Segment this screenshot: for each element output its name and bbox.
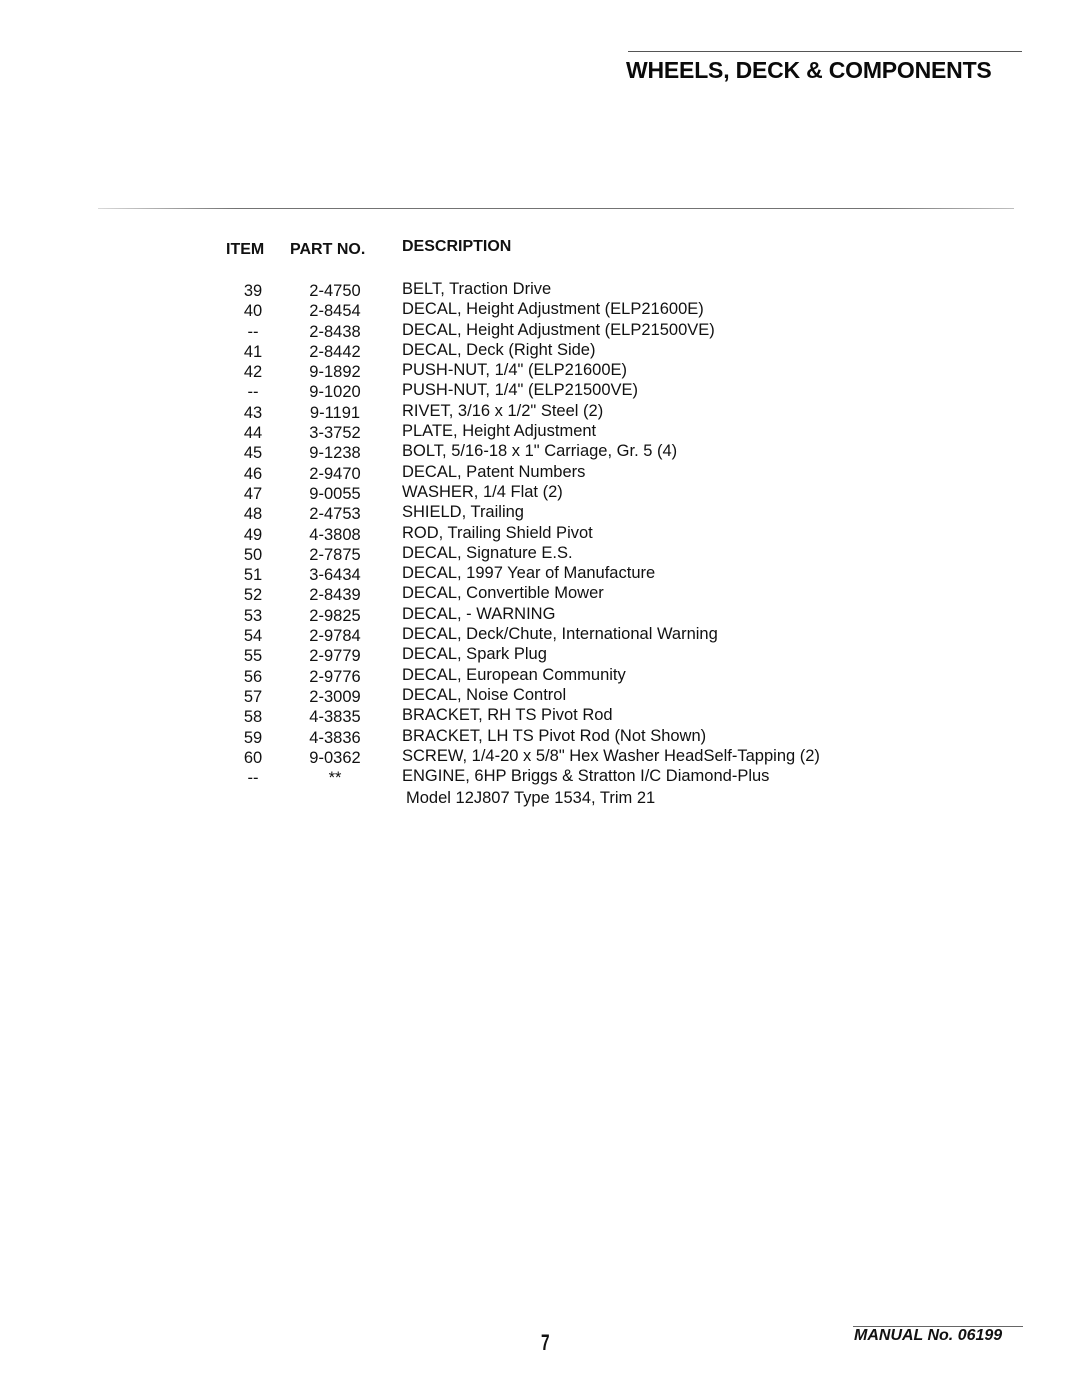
- part-description: SHIELD, Trailing: [402, 503, 524, 522]
- item-number: 40: [243, 302, 263, 321]
- table-row: [0, 583, 1080, 603]
- item-number: 51: [243, 566, 263, 585]
- part-description: DECAL, 1997 Year of Manufacture: [402, 564, 656, 583]
- item-number: 58: [243, 708, 263, 727]
- table-row: [0, 380, 1080, 400]
- table-row: [0, 360, 1080, 380]
- description-continuation: [0, 786, 1080, 806]
- table-row: [0, 401, 1080, 421]
- part-description: SCREW, 1/4-20 x 5/8" Hex Washer HeadSelf-Tapping (2): [402, 746, 820, 765]
- item-number: 56: [243, 667, 263, 686]
- part-number: 2-7875: [309, 545, 361, 564]
- item-number: 47: [243, 484, 263, 503]
- column-header-part-no: PART NO.: [290, 241, 366, 258]
- page-title: WHEELS, DECK & COMPONENTS: [626, 57, 992, 83]
- part-number: 9-1238: [309, 444, 361, 463]
- part-description: DECAL, Height Adjustment (ELP21500VE): [402, 320, 715, 339]
- part-description: DECAL, Convertible Mower: [402, 584, 604, 603]
- part-description: WASHER, 1/4 Flat (2): [402, 482, 563, 501]
- part-number: 3-6434: [309, 566, 361, 585]
- part-number: 2-9779: [309, 647, 361, 666]
- item-number: 53: [243, 606, 263, 625]
- column-header-item: ITEM: [226, 241, 265, 258]
- engine-model-line: Model 12J807 Type 1534, Trim 21: [406, 789, 656, 808]
- table-row: [0, 340, 1080, 360]
- column-header-description: DESCRIPTION: [402, 238, 512, 255]
- part-number: 2-9776: [309, 667, 361, 686]
- part-number: 2-9825: [309, 606, 361, 625]
- part-description: BOLT, 5/16-18 x 1" Carriage, Gr. 5 (4): [402, 442, 678, 461]
- part-number: 4-3835: [309, 708, 361, 727]
- part-description: DECAL, Deck/Chute, International Warning: [402, 625, 718, 644]
- table-row: [0, 279, 1080, 299]
- item-number: 43: [243, 403, 263, 422]
- part-description: PLATE, Height Adjustment: [402, 422, 597, 441]
- part-description: PUSH-NUT, 1/4" (ELP21600E): [402, 361, 628, 380]
- table-row: [0, 705, 1080, 725]
- item-number: 57: [243, 687, 263, 706]
- table-row: [0, 665, 1080, 685]
- item-number: 55: [243, 647, 263, 666]
- part-number: 4-3836: [309, 728, 361, 747]
- table-row: [0, 543, 1080, 563]
- table-row: [0, 604, 1080, 624]
- table-row: [0, 441, 1080, 461]
- part-description: BRACKET, LH TS Pivot Rod (Not Shown): [402, 726, 707, 745]
- part-number: 9-1892: [309, 363, 361, 382]
- part-description: DECAL, Height Adjustment (ELP21600E): [402, 300, 704, 319]
- item-number: 45: [243, 444, 263, 463]
- item-number: 48: [243, 505, 263, 524]
- part-number: 2-3009: [309, 687, 361, 706]
- part-number: 2-4750: [309, 282, 361, 300]
- part-number: 2-4753: [309, 505, 361, 524]
- item-number: 39: [243, 282, 263, 300]
- table-row: [0, 462, 1080, 482]
- part-number: **: [328, 769, 342, 788]
- title-rule: [628, 51, 1022, 52]
- item-number: --: [247, 769, 259, 788]
- table-row: [0, 563, 1080, 583]
- table-row: [0, 624, 1080, 644]
- item-number: --: [247, 322, 259, 341]
- parts-list: [0, 279, 1080, 807]
- part-number: 2-8454: [309, 302, 361, 321]
- item-number: 60: [243, 748, 263, 767]
- table-row: [0, 726, 1080, 746]
- part-number: 2-8438: [309, 322, 361, 341]
- part-description: ROD, Trailing Shield Pivot: [402, 523, 593, 542]
- table-row: [0, 299, 1080, 319]
- part-number: 4-3808: [309, 525, 361, 544]
- part-description: DECAL, Noise Control: [402, 685, 567, 704]
- item-number: --: [247, 383, 259, 402]
- table-row: [0, 746, 1080, 766]
- item-number: 59: [243, 728, 263, 747]
- table-row: [0, 482, 1080, 502]
- part-number: 3-3752: [309, 424, 361, 443]
- part-description: ENGINE, 6HP Briggs & Stratton I/C Diamond-Plus: [402, 767, 770, 786]
- part-number: 9-1020: [309, 383, 361, 402]
- item-number: 49: [243, 525, 263, 544]
- part-number: 2-9784: [309, 627, 361, 646]
- item-number: 50: [243, 545, 263, 564]
- table-row: [0, 766, 1080, 786]
- part-description: DECAL, Patent Numbers: [402, 462, 586, 481]
- part-description: DECAL, European Community: [402, 665, 626, 684]
- table-row: [0, 502, 1080, 522]
- item-number: 42: [243, 363, 263, 382]
- part-description: RIVET, 3/16 x 1/2" Steel (2): [402, 401, 604, 420]
- part-number: 2-8439: [309, 586, 361, 605]
- page-number: 7: [541, 1330, 550, 1355]
- table-row: [0, 421, 1080, 441]
- part-description: BRACKET, RH TS Pivot Rod: [402, 706, 613, 725]
- table-row: [0, 644, 1080, 664]
- item-number: 52: [243, 586, 263, 605]
- part-description: DECAL, Signature E.S.: [402, 543, 573, 562]
- part-description: PUSH-NUT, 1/4" (ELP21500VE): [402, 381, 639, 400]
- item-number: 44: [243, 424, 263, 443]
- table-row: [0, 685, 1080, 705]
- part-description: BELT, Traction Drive: [402, 280, 552, 298]
- part-description: DECAL, - WARNING: [402, 604, 556, 623]
- part-number: 9-0055: [309, 484, 361, 503]
- table-top-rule: [98, 208, 1014, 209]
- table-row: [0, 320, 1080, 340]
- part-number: 2-9470: [309, 464, 361, 483]
- part-number: 9-1191: [309, 403, 361, 422]
- item-number: 54: [243, 627, 263, 646]
- part-description: DECAL, Spark Plug: [402, 645, 547, 664]
- item-number: 46: [243, 464, 263, 483]
- manual-number: MANUAL No. 06199: [854, 1327, 1003, 1344]
- part-number: 2-8442: [309, 342, 361, 361]
- table-row: [0, 523, 1080, 543]
- part-number: 9-0362: [309, 748, 361, 767]
- item-number: 41: [243, 342, 263, 361]
- table-header: [0, 238, 1080, 258]
- part-description: DECAL, Deck (Right Side): [402, 340, 596, 359]
